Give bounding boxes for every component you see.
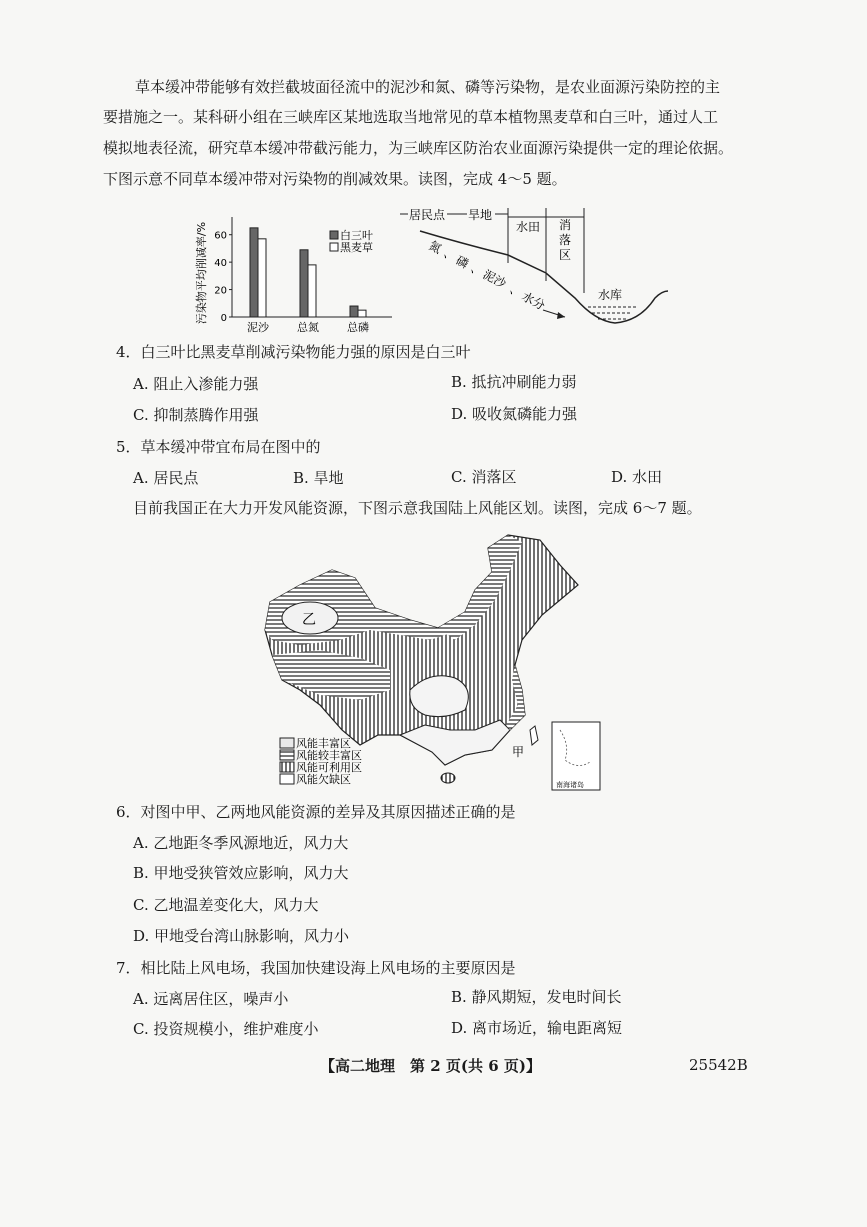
chart-bar-white-clover (250, 228, 258, 317)
q5-stem: 5．草本缓冲带宜布局在图中的 (116, 438, 321, 456)
chart-x-label: 总氮 (297, 321, 319, 334)
chart-y-tick-label: 20 (214, 285, 227, 297)
q7-option-a[interactable]: A. 远离居住区，噪声小 (133, 990, 289, 1008)
flow-label-sep1: 、 (441, 246, 459, 265)
q4-option-d[interactable]: D. 吸收氮磷能力强 (451, 405, 578, 423)
flow-label-sep3: 、 (507, 282, 525, 301)
q5-option-d[interactable]: D. 水田 (611, 468, 663, 486)
label-fluctuation-3: 区 (559, 248, 572, 262)
legend-deficient: 风能欠缺区 (296, 773, 351, 786)
buffer-strip-diagram (400, 203, 700, 338)
q4-option-c[interactable]: C. 抑制蒸腾作用强 (133, 406, 259, 424)
pollutant-reduction-chart (190, 205, 400, 335)
q7-option-c[interactable]: C. 投资规模小，维护难度小 (133, 1020, 319, 1038)
q5-option-c[interactable]: C. 消落区 (451, 468, 517, 486)
chart-y-tick-label: 60 (214, 230, 227, 242)
label-reservoir: 水库 (598, 288, 623, 302)
label-fluctuation-2: 落 (559, 233, 572, 247)
chart-bar-ryegrass (308, 265, 316, 317)
map-label-yi: 乙 (302, 612, 316, 628)
q5-option-a[interactable]: A. 居民点 (133, 469, 199, 487)
q6-option-b[interactable]: B. 甲地受狭管效应影响，风力大 (133, 864, 349, 882)
map-label-jia: 甲 (512, 745, 525, 759)
q4-stem: 4．白三叶比黑麦草削减污染物能力强的原因是白三叶 (116, 343, 471, 361)
chart-bar-white-clover (300, 250, 308, 317)
chart-legend-label: 白三叶 (340, 229, 373, 242)
intro-line-4: 下图示意不同草本缓冲带对污染物的削减效果。读图，完成 4～5 题。 (103, 170, 567, 188)
chart-ylabel: 污染物平均削减率/% (195, 221, 208, 325)
intro-line-2: 要措施之一。某科研小组在三峡库区某地选取当地常见的草本植物黑麦草和白三叶，通过人工 (103, 108, 719, 126)
chart-legend-swatch (330, 243, 338, 251)
china-wind-map (260, 530, 610, 795)
flow-label-water: 水分 (519, 289, 548, 313)
intro-line-3: 模拟地表径流，研究草本缓冲带截污能力，为三峡库区防治农业面源污染提供一定的理论依据。 (103, 139, 734, 157)
q7-option-b[interactable]: B. 静风期短，发电时间长 (451, 988, 622, 1006)
intro-line-1: 草本缓冲带能够有效拦截坡面径流中的泥沙和氮、磷等污染物，是农业面源污染防控的主 (135, 78, 721, 96)
south-china-sea-inset (552, 722, 600, 790)
chart-legend-label: 黑麦草 (340, 241, 373, 254)
q7-stem: 7．相比陆上风电场，我国加快建设海上风电场的主要原因是 (116, 959, 516, 977)
q6-stem: 6．对图中甲、乙两地风能资源的差异及其原因描述正确的是 (116, 803, 516, 821)
q4-option-b[interactable]: B. 抵抗冲刷能力弱 (451, 373, 577, 391)
label-dryland: 旱地 (468, 208, 493, 222)
flow-label-sep2: 、 (468, 261, 486, 280)
label-fluctuation-1: 消 (559, 218, 572, 232)
chart-bar-ryegrass (258, 239, 266, 317)
legend-usable: 风能可利用区 (296, 761, 362, 774)
q6-option-a[interactable]: A. 乙地距冬季风源地近，风力大 (133, 834, 349, 852)
chart-bar-white-clover (350, 306, 358, 317)
intro2-line: 目前我国正在大力开发风能资源，下图示意我国陆上风能区划。读图，完成 6～7 题。 (133, 499, 702, 517)
chart-y-tick-label: 0 (220, 313, 227, 324)
flow-label-sediment: 泥沙 (480, 267, 509, 291)
flow-label-n: 氮 (426, 238, 444, 257)
chart-x-label: 泥沙 (247, 321, 269, 334)
chart-x-label: 总磷 (347, 321, 369, 334)
legend-fairly-rich: 风能较丰富区 (296, 749, 362, 762)
label-residential: 居民点 (409, 208, 446, 222)
q5-option-b[interactable]: B. 旱地 (293, 469, 344, 487)
inset-label: 南海诸岛 (556, 781, 584, 789)
chart-legend-swatch (330, 231, 338, 239)
chart-y-tick-label: 40 (214, 258, 227, 270)
flow-label-p: 磷 (453, 253, 471, 272)
q7-option-d[interactable]: D. 离市场近，输电距离短 (451, 1019, 623, 1037)
q6-option-d[interactable]: D. 甲地受台湾山脉影响，风力小 (133, 927, 350, 945)
page-footer: 【高二地理 第 2 页(共 6 页)】 (320, 1057, 541, 1075)
chart-bar-ryegrass (358, 310, 366, 317)
label-paddy: 水田 (516, 220, 541, 234)
q4-option-a[interactable]: A. 阻止入渗能力强 (133, 375, 259, 393)
map-legend (280, 736, 362, 786)
legend-rich: 风能丰富区 (296, 737, 351, 750)
q6-option-c[interactable]: C. 乙地温差变化大，风力大 (133, 896, 319, 914)
exam-code: 25542B (689, 1056, 748, 1074)
